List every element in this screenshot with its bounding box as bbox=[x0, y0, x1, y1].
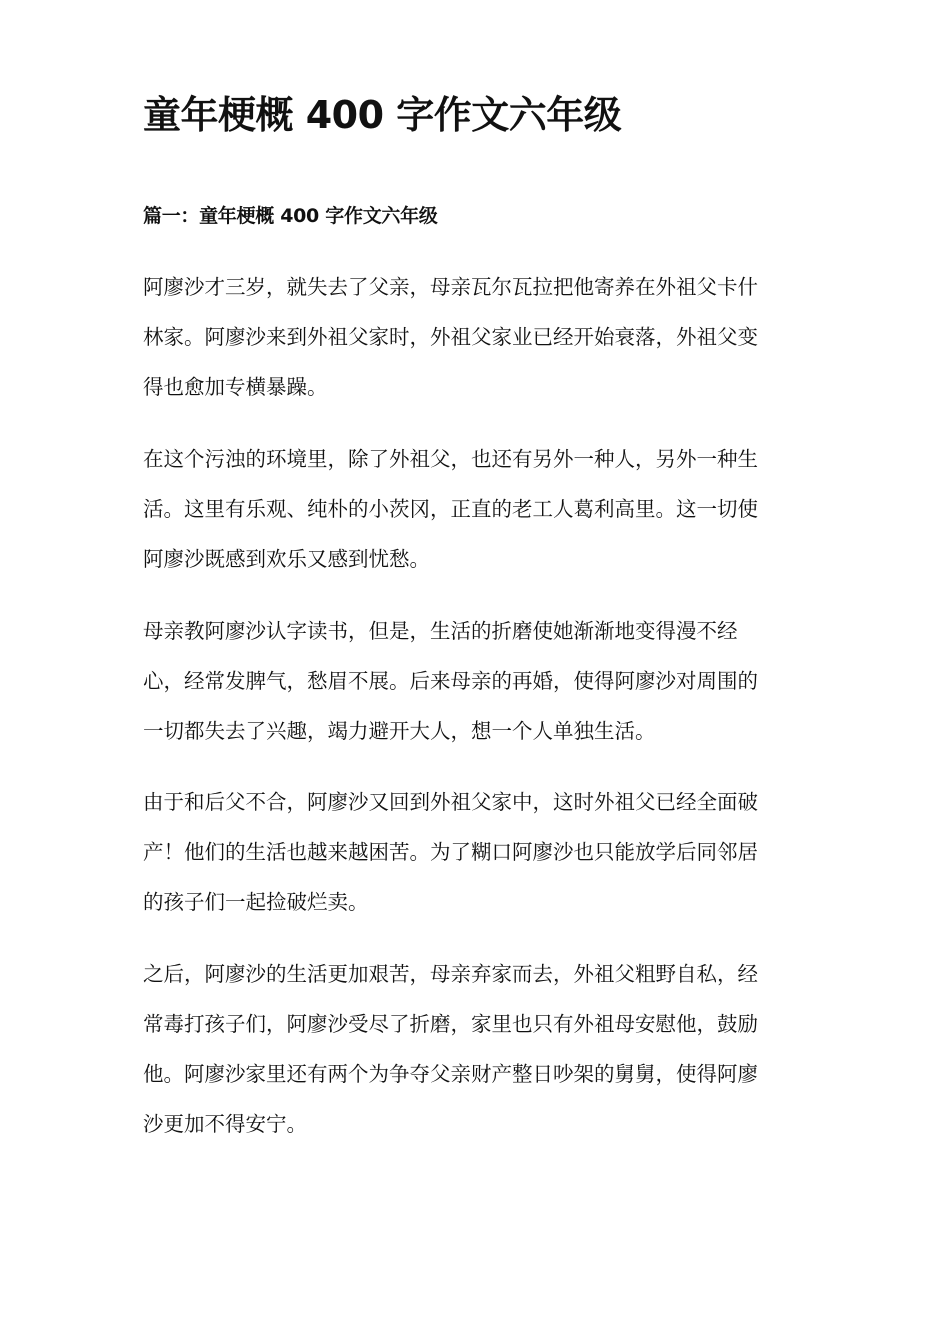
paragraph-line: 的孩子们一起捡破烂卖。 bbox=[143, 890, 369, 914]
paragraph-line: 心，经常发脾气，愁眉不展。后来母亲的再婚，使得阿廖沙对周围的 bbox=[143, 669, 758, 693]
paragraph-line: 阿廖沙才三岁，就失去了父亲，母亲瓦尔瓦拉把他寄养在外祖父卡什 bbox=[143, 275, 758, 299]
document-title: 童年梗概 400 字作文六年级 bbox=[143, 93, 622, 137]
paragraph-line: 得也愈加专横暴躁。 bbox=[143, 375, 328, 399]
paragraph-4 bbox=[143, 777, 813, 927]
paragraph-line: 常毒打孩子们，阿廖沙受尽了折磨，家里也只有外祖母安慰他，鼓励 bbox=[143, 1012, 758, 1036]
paragraph-line: 由于和后父不合，阿廖沙又回到外祖父家中，这时外祖父已经全面破 bbox=[143, 790, 758, 814]
paragraph-1 bbox=[143, 262, 813, 412]
paragraph-line: 母亲教阿廖沙认字读书，但是，生活的折磨使她渐渐地变得漫不经 bbox=[143, 619, 738, 643]
paragraph-line: 沙更加不得安宁。 bbox=[143, 1112, 307, 1136]
paragraph-line: 之后，阿廖沙的生活更加艰苦，母亲弃家而去，外祖父粗野自私，经 bbox=[143, 962, 758, 986]
paragraph-5 bbox=[143, 949, 813, 1149]
paragraph-line: 产！他们的生活也越来越困苦。为了糊口阿廖沙也只能放学后同邻居 bbox=[143, 840, 758, 864]
paragraph-line: 活。这里有乐观、纯朴的小茨冈，正直的老工人葛利高里。这一切使 bbox=[143, 497, 758, 521]
paragraph-line: 在这个污浊的环境里，除了外祖父，也还有另外一种人，另外一种生 bbox=[143, 447, 758, 471]
paragraph-line: 林家。阿廖沙来到外祖父家时，外祖父家业已经开始衰落，外祖父变 bbox=[143, 325, 758, 349]
paragraph-line: 他。阿廖沙家里还有两个为争夺父亲财产整日吵架的舅舅，使得阿廖 bbox=[143, 1062, 758, 1086]
paragraph-line: 一切都失去了兴趣，竭力避开大人，想一个人单独生活。 bbox=[143, 719, 656, 743]
paragraph-3 bbox=[143, 606, 813, 756]
section-heading: 篇一：童年梗概 400 字作文六年级 bbox=[143, 205, 438, 227]
paragraph-line: 阿廖沙既感到欢乐又感到忧愁。 bbox=[143, 547, 430, 571]
paragraph-2 bbox=[143, 434, 813, 584]
